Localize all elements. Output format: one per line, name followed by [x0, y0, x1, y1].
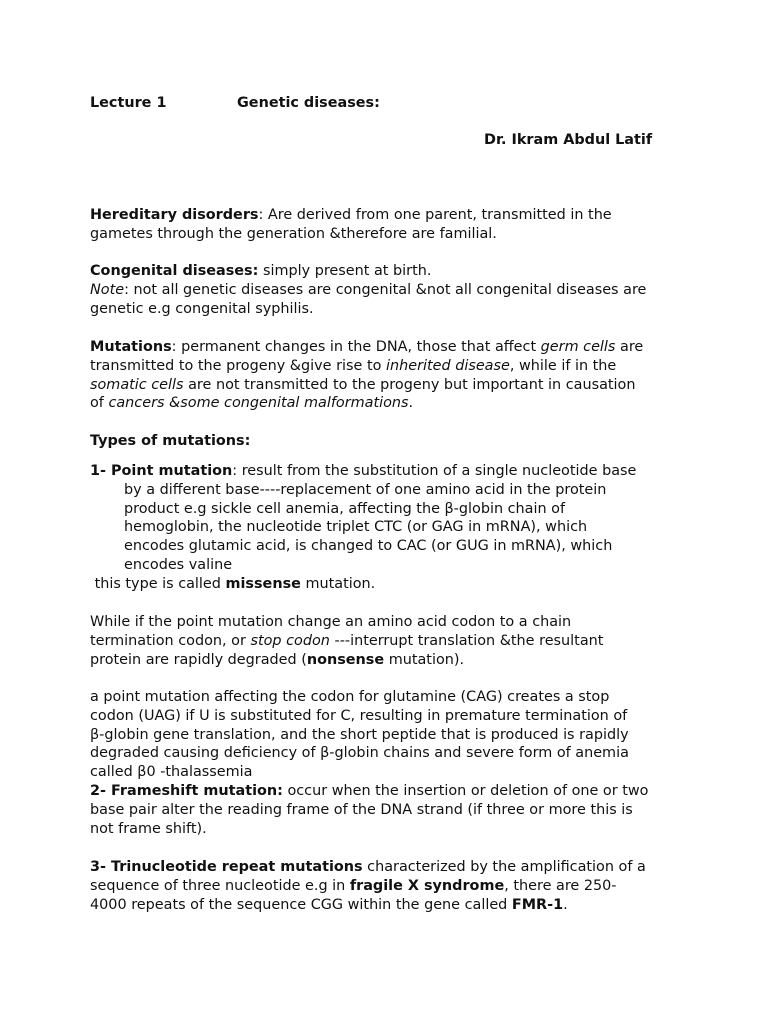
thalassemia-paragraph: a point mutation affecting the codon for glutamine (CAG) creates a stop codon (UAG) if U is substituted for C, resulting in premature termination of β-globin gene translation, and the short peptide that is produced is rapidly degraded causing deficiency of β-globin chains and severe form of anemia called β0 -thalassemia [90, 689, 629, 781]
nonsense-paragraph: While if the point mutation change an amino acid codon to a chain termination codon, or stop codon ---interrupt translation &the resultant protein are rapidly degraded (nonsense mutation). [90, 614, 604, 668]
missense-term: missense [225, 575, 301, 592]
mutations-term: Mutations [90, 339, 172, 355]
author-name: Dr. Ikram Abdul Latif [484, 132, 653, 148]
congenital-term: Congenital diseases: [90, 263, 259, 279]
hereditary-paragraph: Hereditary disorders: Are derived from one parent, transmitted in the gametes through the generation &therefore are familial. [90, 207, 612, 242]
lecture-number: Lecture 1 [90, 95, 167, 111]
frameshift-term: 2- Frameshift mutation: [90, 783, 283, 799]
fmr1-term: FMR-1 [511, 896, 564, 913]
trinucleotide-term: Trinucleotide repeat mutations [111, 859, 363, 875]
nonsense-term: nonsense [306, 651, 385, 668]
note-label: Note [90, 281, 125, 298]
types-heading: Types of mutations: [90, 433, 251, 449]
point-mutation-paragraph: 1- Point mutation: result from the substitution of a single nucleotide base by a different base----replacement of one amino acid in the protein product e.g sickle cell anemia, affecting the β-globin chain of hemoglobin, the nucleotide triplet CTC (or GAG in mRNA), which encodes glutamic acid, is changed to CAC (or GUG in mRNA), which encodes valine this type is called missense mutation. [90, 463, 637, 592]
lecture-title: Genetic diseases: [237, 95, 380, 111]
frameshift-paragraph: 2- Frameshift mutation: occur when the insertion or deletion of one or two base pair alter the reading frame of the DNA strand (if three or more this is not frame shift). [90, 783, 649, 837]
fragile-x-term: fragile X syndrome [349, 877, 505, 894]
point-mutation-term: Point mutation [111, 463, 233, 479]
hereditary-term: Hereditary disorders [90, 207, 259, 223]
congenital-paragraph: Congenital diseases: simply present at birth. Note: not all genetic diseases are congenital &not all congenital diseases are genetic e.g congenital syphilis. [90, 263, 647, 317]
trinucleotide-paragraph: 3- Trinucleotide repeat mutations characterized by the amplification of a sequence of three nucleotide e.g in fragile X syndrome, there are 250- 4000 repeats of the sequence CGG within the gene called FMR-1. [90, 859, 646, 913]
mutations-paragraph: Mutations: permanent changes in the DNA, those that affect germ cells are transmitted to the progeny &give rise to inherited disease, while if in the somatic cells are not transmitted to the progeny but important in causation of cancers &some congenital malformations. [90, 339, 644, 412]
